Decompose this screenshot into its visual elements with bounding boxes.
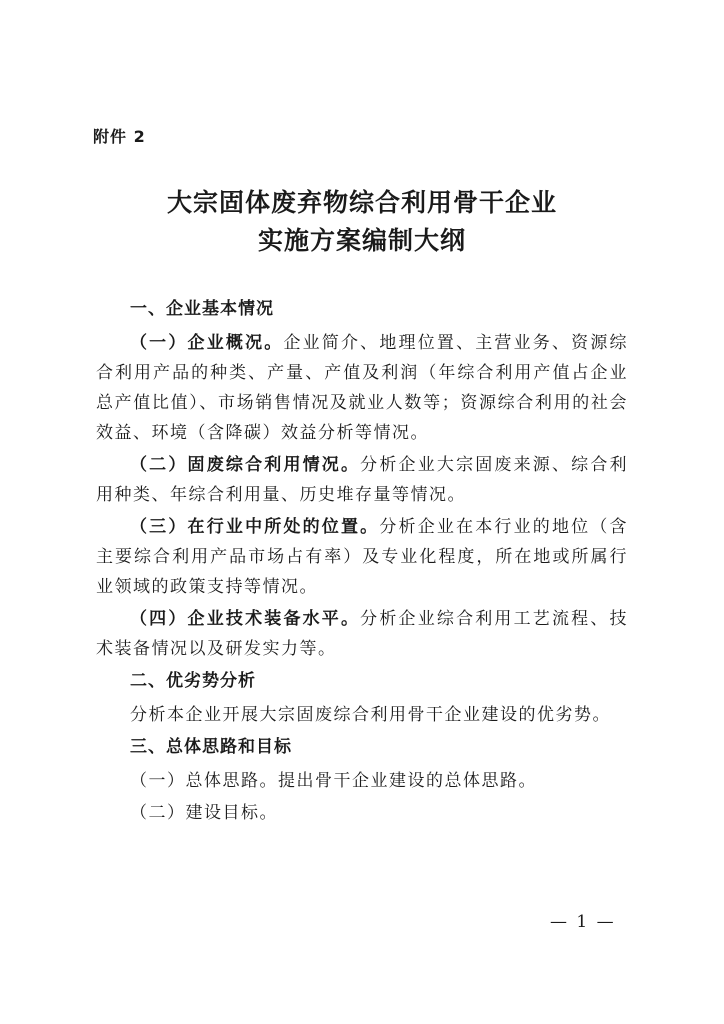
paragraph-text: 分析企业大宗固废来源、综合利用种类、年综合利用量、历史堆存量等情况。 (96, 455, 629, 505)
attachment-label: 附件 2 (93, 127, 146, 146)
paragraph-overall-approach: （一）总体思路。提出骨干企业建设的总体思路。 (130, 771, 537, 791)
paragraph-text: 分析企业在本行业的地位（含主要综合利用产品市场占有率）及专业化程度，所在地或所属行业领域的政策支持等情况。 (96, 517, 629, 597)
document-body (96, 294, 628, 830)
paragraph-lead: （四）企业技术装备水平。 (130, 609, 361, 629)
document-title-line-1: 大宗固体废弃物综合利用骨干企业 (166, 188, 557, 217)
paragraph-solid-waste-utilization (96, 450, 628, 510)
paragraph-text: 企业简介、地理位置、主营业务、资源综合利用产品的种类、产量、产值及利润（年综合利用产值占企业总产值比值）、市场销售情况及就业人数等；资源综合利用的社会效益、环境（含降碳）效益分析等情况。 (96, 333, 629, 443)
paragraph-lead: （三）在行业中所处的位置。 (130, 517, 380, 537)
section-heading-1: 一、企业基本情况 (130, 299, 274, 319)
paragraph-industry-position (96, 512, 628, 602)
paragraph-swot: 分析本企业开展大宗固废综合利用骨干企业建设的优劣势。 (130, 705, 611, 725)
section-heading-2: 二、优劣势分析 (130, 671, 256, 691)
paragraph-text: 分析企业综合利用工艺流程、技术装备情况以及研发实力等。 (96, 609, 629, 659)
paragraph-construction-goals: （二）建设目标。 (130, 803, 278, 823)
paragraph-technical-equipment (96, 604, 628, 664)
document-title-line-2: 实施方案编制大纲 (257, 226, 466, 255)
section-heading-3: 三、总体思路和目标 (130, 737, 292, 757)
paragraph-lead: （一）企业概况。 (130, 333, 284, 353)
page-number: — 1 — (550, 912, 616, 932)
paragraph-enterprise-overview (96, 328, 628, 448)
paragraph-lead: （二）固废综合利用情况。 (130, 455, 361, 475)
